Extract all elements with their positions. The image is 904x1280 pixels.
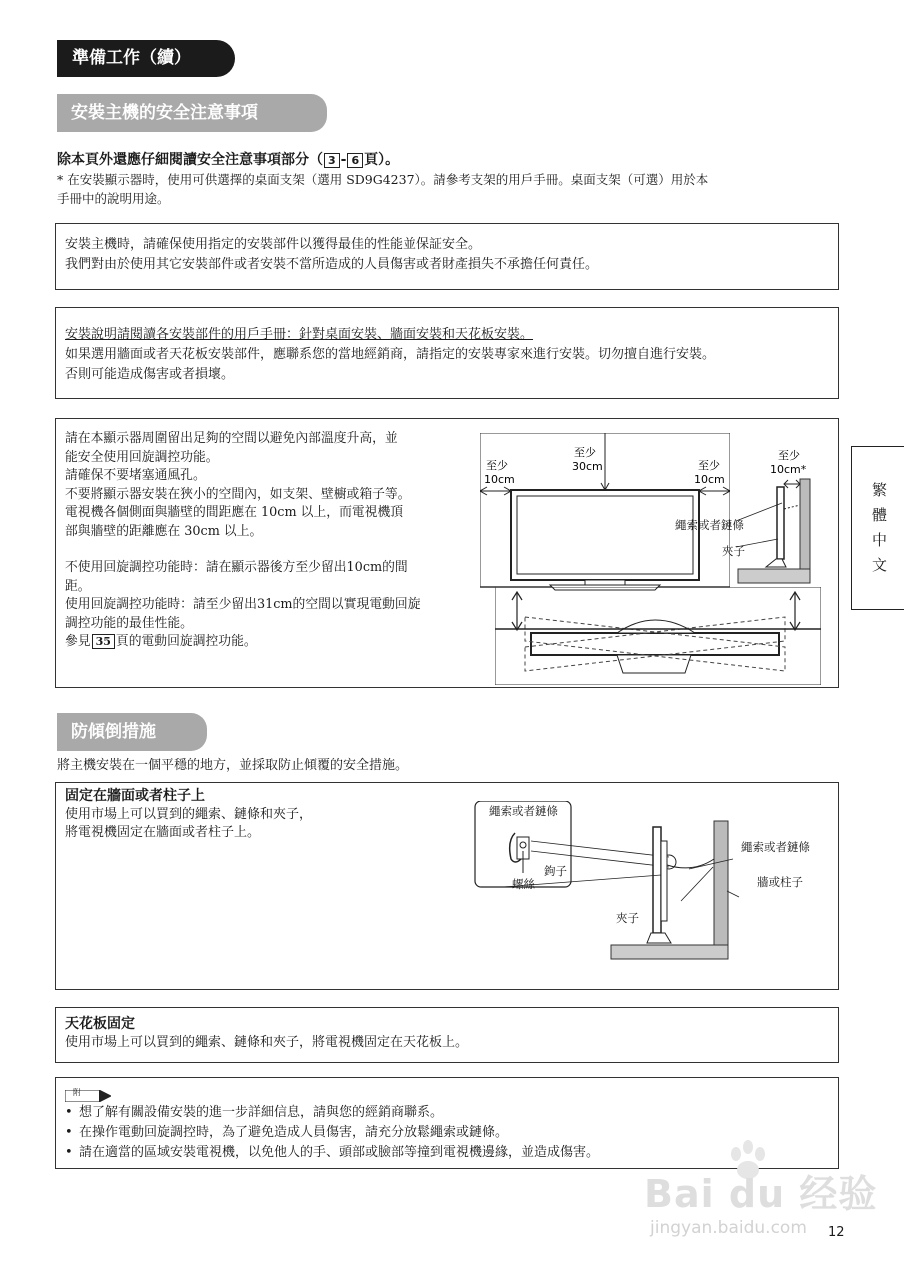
baidu-watermark xyxy=(644,1140,878,1250)
wall-label: 牆或柱子 xyxy=(757,875,803,889)
safety-subheading xyxy=(57,151,399,169)
swivel-line: 調控功能的最佳性能。 xyxy=(65,615,193,631)
ref-suffix: 頁的電動回旋調控功能。 xyxy=(115,634,257,649)
subheading-suffix: 頁）。 xyxy=(364,152,400,168)
right-distance-label: 10cm xyxy=(694,473,725,486)
ventilation-line: 請在本顯示器周圍留出足夠的空間以避免內部溫度升高，並 xyxy=(65,431,398,446)
subheading-text: 除本頁外還應仔細閱讀安全注意事項部分（ xyxy=(57,152,323,168)
instructions-line2: 如果選用牆面或者天花板安裝部件，應聯系您的當地經銷商，請指定的安裝專家來進行安裝。切勿擅自進行安裝。 xyxy=(65,347,716,362)
side-clip-label: 夾子 xyxy=(722,544,745,558)
clip-label: 夾子 xyxy=(616,911,639,925)
warning-box-instructions xyxy=(55,307,839,399)
wall-fix-line2: 將電視機固定在牆面或者柱子上。 xyxy=(65,825,261,840)
note-item: • 請在適當的區域安裝電視機，以免他人的手、頭部或臉部等撞到電視機邊緣，並造成傷害。 xyxy=(65,1143,599,1163)
instructions-line3: 否則可能造成傷害或者損壞。 xyxy=(65,367,235,382)
ventilation-line: 不要將顯示器安裝在狹小的空間內，如支架、壁櫥或箱子等。 xyxy=(65,486,411,502)
wall-fix-box xyxy=(55,782,839,990)
side-distance-label: 10cm* xyxy=(770,463,807,476)
section-heading-install-safety: 安裝主機的安全注意事項 xyxy=(57,94,327,132)
watermark-brand: Bai du 经验 xyxy=(644,1172,878,1216)
language-tab-char: 繁 xyxy=(871,481,887,499)
stand-note-line2: 手冊中的說明用途。 xyxy=(57,191,170,206)
note-tag-icon xyxy=(65,1090,111,1102)
language-tab xyxy=(851,446,904,610)
parts-warning-line1: 安裝主機時，請確保使用指定的安裝部件以獲得最佳的性能並保証安全。 xyxy=(65,237,482,252)
ventilation-text xyxy=(65,430,421,652)
side-at-least-label: 至少 xyxy=(778,449,800,462)
wall-fix-title: 固定在牆面或者柱子上 xyxy=(65,788,205,804)
page-number: 12 xyxy=(828,1225,845,1240)
ventilation-box xyxy=(55,418,839,688)
anti-tip-intro: 將主機安裝在一個平穩的地方，並採取防止傾覆的安全措施。 xyxy=(57,758,409,773)
ceiling-fix-title: 天花板固定 xyxy=(65,1016,135,1032)
note-tag-label: 附 xyxy=(73,1088,81,1097)
side-rope-label: 繩索或者鏈條 xyxy=(675,518,744,532)
page-ref-to: 6 xyxy=(347,153,363,168)
rope-label: 繩索或者鏈條 xyxy=(741,840,810,854)
language-tab-char: 文 xyxy=(871,556,887,574)
left-distance-label: 10cm xyxy=(484,473,515,486)
note-item: • 在操作電動回旋調控時，為了避免造成人員傷害，請充分放鬆繩索或鏈條。 xyxy=(65,1123,599,1143)
ventilation-line: 電視機各個側面與牆壁的間距應在 10cm 以上，而電視機頂 xyxy=(65,505,404,520)
screw-label: 螺絲 xyxy=(512,877,535,891)
ventilation-line: 能安全使用回旋調控功能。 xyxy=(65,449,219,465)
wall-fix-line1: 使用市場上可以買到的繩索、鏈條和夾子， xyxy=(65,807,313,822)
note-item: • 想了解有關設備安裝的進一步詳細信息，請與您的經銷商聯系。 xyxy=(65,1103,599,1123)
section-heading-anti-tip: 防傾倒措施 xyxy=(57,713,207,751)
left-at-least-label: 至少 xyxy=(486,459,508,472)
hook-label: 鉤子 xyxy=(544,864,567,878)
ventilation-line: 請確保不要堵塞通風孔。 xyxy=(65,468,206,483)
clearance-side-diagram xyxy=(674,439,814,584)
inset-rope-label: 繩索或者鏈條 xyxy=(489,804,558,818)
note-tag xyxy=(65,1087,111,1099)
instructions-line1: 安裝說明請閱讀各安裝部件的用戶手冊：針對桌面安裝、牆面安裝和天花板安裝。 xyxy=(65,327,534,342)
parts-warning-line2: 我們對由於使用其它安裝部件或者安裝不當所造成的人員傷害或者財產損失不承擔任何責任。 xyxy=(65,257,599,272)
right-at-least-label: 至少 xyxy=(698,459,720,472)
page-title: 準備工作（續） xyxy=(57,40,235,77)
notes-list xyxy=(65,1103,599,1163)
swivel-line: 距。 xyxy=(65,578,91,594)
top-distance-label: 30cm xyxy=(572,460,603,473)
ceiling-fix-line1: 使用市場上可以買到的繩索、鏈條和夾子，將電視機固定在天花板上。 xyxy=(65,1035,469,1050)
swivel-line: 使用回旋調控功能時：請至少留出31cm的空間以實現電動回旋 xyxy=(65,597,421,612)
warning-box-parts xyxy=(55,223,839,290)
swivel-range-diagram xyxy=(495,587,821,685)
stand-note-line1: * 在安裝顯示器時，使用可供選擇的桌面支架（選用 SD9G4237）。請參考支架的用戶手冊。桌面支架（可選）用於本 xyxy=(57,172,709,187)
language-tab-char: 體 xyxy=(871,506,887,524)
watermark-url: jingyan.baidu.com xyxy=(650,1218,807,1238)
swivel-line: 不使用回旋調控功能時：請在顯示器後方至少留出10cm的間 xyxy=(65,560,408,575)
page-ref-35: 35 xyxy=(92,634,115,649)
page-ref-separator: - xyxy=(340,152,347,168)
language-tab-char: 中 xyxy=(871,531,887,549)
ref-prefix: 參見 xyxy=(65,634,91,649)
ventilation-line: 部與牆壁的距離應在 30cm 以上。 xyxy=(65,523,263,539)
top-at-least-label: 至少 xyxy=(574,446,596,459)
swivel-reference xyxy=(65,633,421,652)
page-ref-from: 3 xyxy=(324,153,340,168)
ceiling-fix-box xyxy=(55,1007,839,1063)
